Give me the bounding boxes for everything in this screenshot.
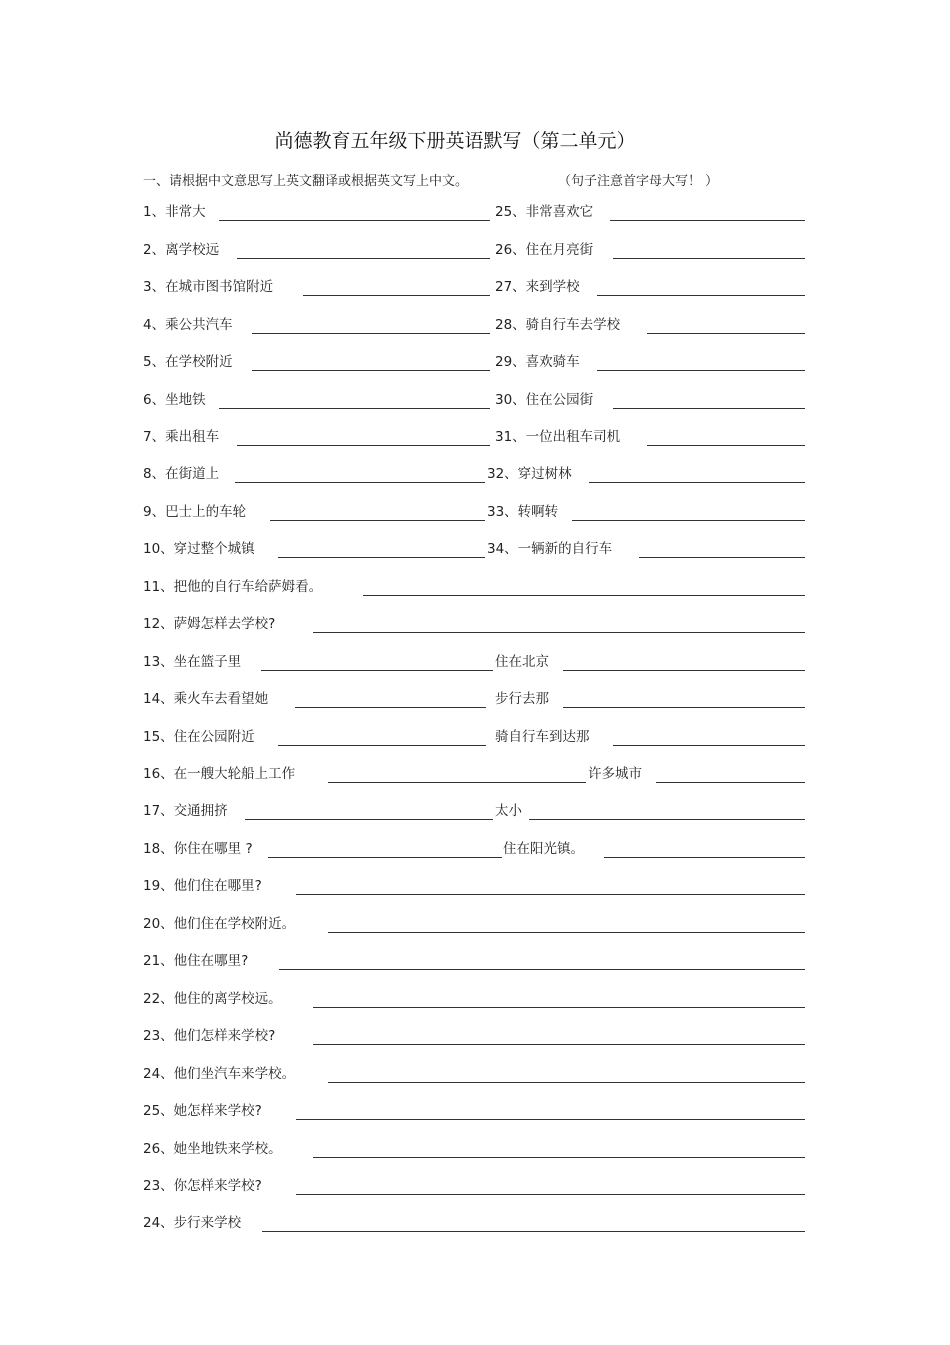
- exercise-right-label: 31、一位出租车司机: [495, 429, 621, 445]
- exercise-right-label: 29、喜欢骑车: [495, 354, 580, 370]
- exercise-left-label: 24、步行来学校: [143, 1215, 242, 1231]
- exercise-left-label: 20、他们住在学校附近。: [143, 916, 296, 932]
- exercise-row: [0, 839, 950, 859]
- exercise-row: [0, 539, 950, 559]
- answer-line-left[interactable]: [328, 782, 586, 783]
- answer-line-left[interactable]: [363, 595, 805, 596]
- exercise-right-label: 32、穿过树林: [487, 466, 572, 482]
- exercise-left-label: 15、住在公园附近: [143, 729, 255, 745]
- exercise-row: [0, 427, 950, 447]
- exercise-row: [0, 652, 950, 672]
- exercise-left-label: 5、在学校附近: [143, 354, 233, 370]
- exercise-row: [0, 315, 950, 335]
- exercise-right-label: 27、来到学校: [495, 279, 580, 295]
- answer-line-left[interactable]: [313, 1044, 805, 1045]
- exercise-left-label: 8、在街道上: [143, 466, 220, 482]
- exercise-right-label: 28、骑自行车去学校: [495, 317, 621, 333]
- exercise-right-label: 太小: [495, 803, 522, 819]
- exercise-left-label: 26、她坐地铁来学校。: [143, 1141, 282, 1157]
- answer-line-left[interactable]: [237, 258, 490, 259]
- answer-line-right[interactable]: [613, 258, 805, 259]
- answer-line-right[interactable]: [610, 220, 805, 221]
- exercise-row: [0, 801, 950, 821]
- exercise-left-label: 13、坐在篮子里: [143, 654, 242, 670]
- answer-line-left[interactable]: [313, 1157, 805, 1158]
- answer-line-right[interactable]: [613, 745, 805, 746]
- answer-line-right[interactable]: [639, 557, 805, 558]
- answer-line-right[interactable]: [647, 445, 805, 446]
- exercise-left-label: 2、离学校远: [143, 242, 220, 258]
- exercise-left-label: 6、坐地铁: [143, 392, 206, 408]
- exercise-left-label: 7、乘出租车: [143, 429, 220, 445]
- exercise-row: [0, 1064, 950, 1084]
- exercise-row: [0, 1026, 950, 1046]
- answer-line-right[interactable]: [597, 295, 805, 296]
- exercise-left-label: 23、他们怎样来学校?: [143, 1028, 276, 1044]
- answer-line-right[interactable]: [604, 857, 805, 858]
- answer-line-left[interactable]: [270, 520, 485, 521]
- instruction-note: （句子注意首字母大写！ ）: [558, 174, 719, 189]
- exercise-row: [0, 1101, 950, 1121]
- exercise-left-label: 9、巴士上的车轮: [143, 504, 247, 520]
- answer-line-left[interactable]: [296, 1194, 805, 1195]
- exercise-row: [0, 577, 950, 597]
- exercise-row: [0, 614, 950, 634]
- instruction-text: 一、请根据中文意思写上英文翻译或根据英文写上中文。: [143, 174, 469, 189]
- exercise-row: [0, 1139, 950, 1159]
- answer-line-right[interactable]: [529, 819, 805, 820]
- exercise-row: [0, 727, 950, 747]
- exercise-row: [0, 914, 950, 934]
- exercise-right-label: 34、一辆新的自行车: [487, 541, 613, 557]
- exercise-left-label: 18、你住在哪里 ?: [143, 841, 253, 857]
- answer-line-left[interactable]: [268, 857, 502, 858]
- answer-line-left[interactable]: [237, 445, 490, 446]
- answer-line-left[interactable]: [295, 707, 486, 708]
- exercise-left-label: 16、在一艘大轮船上工作: [143, 766, 296, 782]
- exercise-left-label: 11、把他的自行车给萨姆看。: [143, 579, 323, 595]
- exercise-row: [0, 764, 950, 784]
- exercise-right-label: 许多城市: [588, 766, 642, 782]
- answer-line-left[interactable]: [328, 932, 805, 933]
- exercise-left-label: 25、她怎样来学校?: [143, 1103, 262, 1119]
- exercise-right-label: 30、住在公园街: [495, 392, 594, 408]
- answer-line-left[interactable]: [279, 969, 805, 970]
- exercise-row: [0, 1213, 950, 1233]
- exercise-left-label: 14、乘火车去看望她: [143, 691, 269, 707]
- exercise-row: [0, 876, 950, 896]
- page-title: 尚德教育五年级下册英语默写（第二单元）: [274, 130, 636, 152]
- exercise-left-label: 23、你怎样来学校?: [143, 1178, 262, 1194]
- answer-line-left[interactable]: [252, 370, 490, 371]
- answer-line-left[interactable]: [219, 408, 490, 409]
- exercise-row: [0, 464, 950, 484]
- answer-line-right[interactable]: [597, 370, 805, 371]
- answer-line-left[interactable]: [296, 894, 805, 895]
- exercise-left-label: 24、他们坐汽车来学校。: [143, 1066, 296, 1082]
- answer-line-left[interactable]: [313, 632, 805, 633]
- answer-line-right[interactable]: [563, 670, 805, 671]
- answer-line-right[interactable]: [563, 707, 805, 708]
- exercise-left-label: 21、他住在哪里?: [143, 953, 249, 969]
- answer-line-left[interactable]: [328, 1082, 805, 1083]
- exercise-row: [0, 951, 950, 971]
- answer-line-left[interactable]: [235, 482, 485, 483]
- exercise-row: [0, 989, 950, 1009]
- answer-line-left[interactable]: [261, 670, 493, 671]
- answer-line-right[interactable]: [613, 408, 805, 409]
- exercise-row: [0, 390, 950, 410]
- answer-line-left[interactable]: [252, 333, 490, 334]
- answer-line-left[interactable]: [262, 1231, 805, 1232]
- exercise-right-label: 骑自行车到达那: [495, 729, 590, 745]
- exercise-left-label: 12、萨姆怎样去学校?: [143, 616, 276, 632]
- exercise-row: [0, 502, 950, 522]
- answer-line-right[interactable]: [589, 482, 805, 483]
- exercise-right-label: 住在阳光镇。: [503, 841, 584, 857]
- exercise-left-label: 10、穿过整个城镇: [143, 541, 255, 557]
- answer-line-left[interactable]: [245, 819, 493, 820]
- exercise-row: [0, 202, 950, 222]
- exercise-left-label: 1、非常大: [143, 204, 206, 220]
- answer-line-right[interactable]: [656, 782, 805, 783]
- exercise-row: [0, 277, 950, 297]
- answer-line-left[interactable]: [278, 557, 485, 558]
- exercise-row: [0, 1176, 950, 1196]
- exercise-row: [0, 352, 950, 372]
- exercise-row: [0, 689, 950, 709]
- exercise-left-label: 19、他们住在哪里?: [143, 878, 262, 894]
- answer-line-left[interactable]: [278, 745, 486, 746]
- exercise-right-label: 25、非常喜欢它: [495, 204, 594, 220]
- exercise-left-label: 3、在城市图书馆附近: [143, 279, 274, 295]
- exercise-right-label: 33、转啊转: [487, 504, 559, 520]
- answer-line-left[interactable]: [313, 1007, 805, 1008]
- exercise-left-label: 4、乘公共汽车: [143, 317, 233, 333]
- exercise-left-label: 17、交通拥挤: [143, 803, 228, 819]
- answer-line-left[interactable]: [219, 220, 490, 221]
- answer-line-right[interactable]: [572, 520, 805, 521]
- answer-line-left[interactable]: [296, 1119, 805, 1120]
- answer-line-right[interactable]: [647, 333, 805, 334]
- exercise-row: [0, 240, 950, 260]
- exercise-right-label: 26、住在月亮街: [495, 242, 594, 258]
- exercise-right-label: 步行去那: [495, 691, 549, 707]
- exercise-right-label: 住在北京: [495, 654, 549, 670]
- exercise-left-label: 22、他住的离学校远。: [143, 991, 282, 1007]
- answer-line-left[interactable]: [303, 295, 490, 296]
